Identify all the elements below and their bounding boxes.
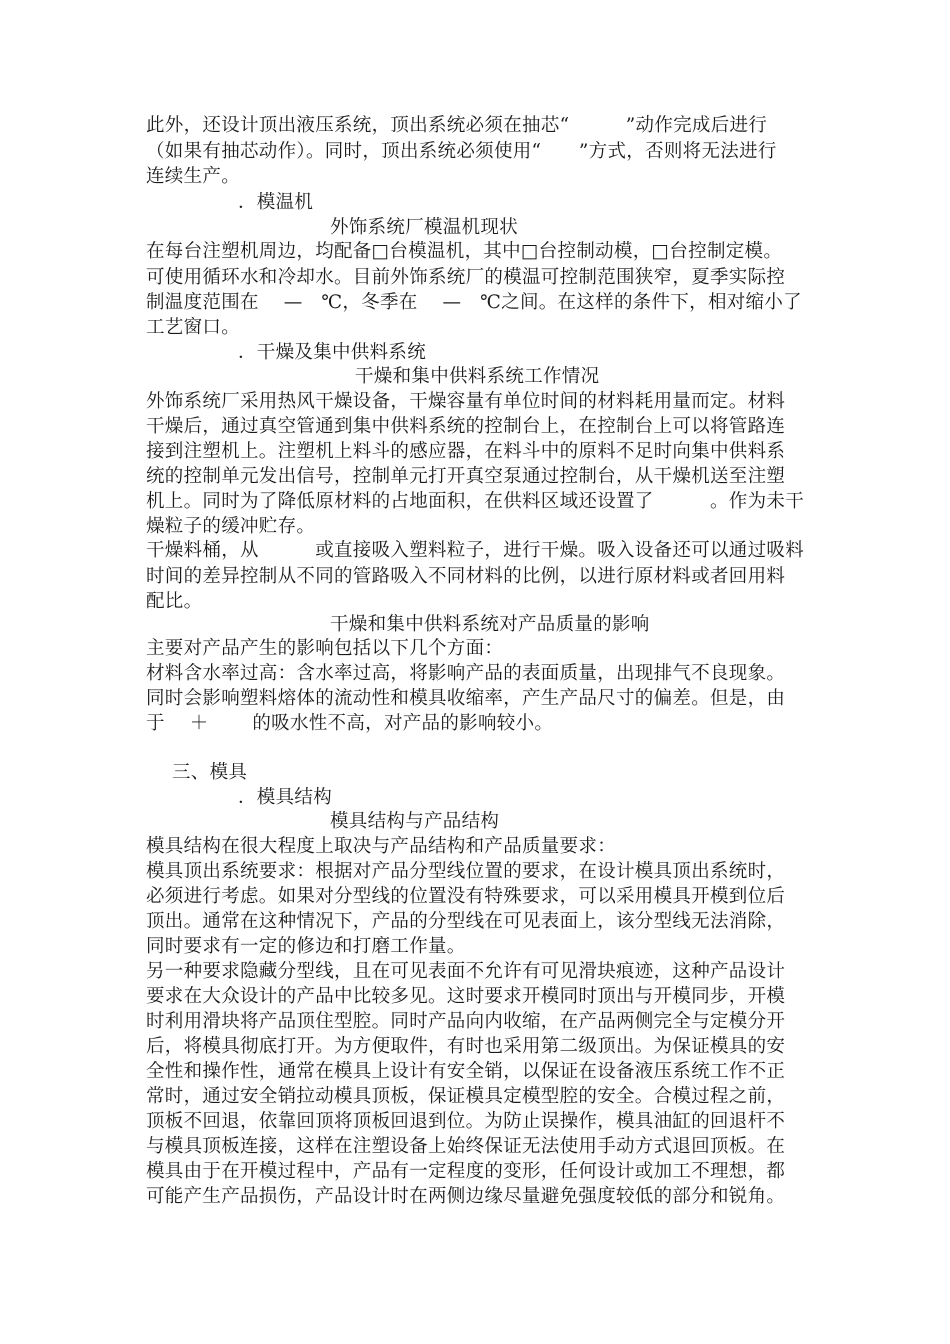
paragraph-line: 模具顶出系统要求：根据对产品分型线位置的要求，在设计模具顶出系统时， [146,861,786,882]
paragraph-line: 必须进行考虑。如果对分型线的位置没有特殊要求，可以采用模具开模到位后 [146,886,786,907]
paragraph-line: 全性和操作性，通常在模具上设计有安全销，以保证在设备液压系统工作不正 [146,1061,786,1082]
chapter-heading: 三、模具 [172,762,248,783]
paragraph-line: 连续生产。 [146,166,241,187]
paragraph-line: 可使用循环水和冷却水。目前外饰系统厂的模温可控制范围狭窄，夏季实际控 [146,267,786,288]
paragraph-line: 可能产生产品损伤，产品设计时在两侧边缘尽量避免强度较低的部分和锐角。 [146,1186,786,1207]
paragraph-line: 配比。 [146,591,203,612]
paragraph-line: 机上。同时为了降低原材料的占地面积，在供料区域还设置了 。作为未干 [146,491,805,512]
paragraph-line: （如果有抽芯动作）。同时，顶出系统必须使用“ ”方式，否则将无法进行 [146,141,777,162]
paragraph-line: 燥粒子的缓冲贮存。 [146,516,316,537]
paragraph-line: 主要对产品产生的影响包括以下几个方面： [146,638,504,659]
paragraph-line: 外饰系统厂采用热风干燥设备，干燥容量有单位时间的材料耗用量而定。材料 [146,391,786,412]
subsection-heading: 干燥和集中供料系统对产品质量的影响 [330,614,650,635]
paragraph-line: 时利用滑块将产品顶住型腔。同时产品向内收缩，在产品两侧完全与定模分开 [146,1011,786,1032]
paragraph-line: 要求在大众设计的产品中比较多见。这时要求开模同时顶出与开模同步，开模 [146,986,786,1007]
subsection-heading: 干燥和集中供料系统工作情况 [355,366,600,387]
paragraph-line: 此外，还设计顶出液压系统，顶出系统必须在抽芯“ ”动作完成后进行 [146,115,768,136]
paragraph-line: 模具结构在很大程度上取决与产品结构和产品质量要求： [146,836,617,857]
paragraph-line: 在每台注塑机周边，均配备□台模温机，其中□台控制动模，□台控制定模。 [146,241,783,262]
paragraph-line: 时间的差异控制从不同的管路吸入不同材料的比例，以进行原材料或者回用料 [146,566,786,587]
paragraph-line: 接到注塑机上。注塑机上料斗的感应器，在料斗中的原料不足时向集中供料系 [146,441,786,462]
paragraph-line: 同时要求有一定的修边和打磨工作量。 [146,936,466,957]
section-heading: ．模温机 [238,192,314,213]
paragraph-line: 与模具顶板连接，这样在注塑设备上始终保证无法使用手动方式退回顶板。在 [146,1136,786,1157]
paragraph-line: 干燥后，通过真空管通到集中供料系统的控制台上，在控制台上可以将管路连 [146,416,786,437]
paragraph-line: 制温度范围在 — ℃，冬季在 — ℃之间。在这样的条件下，相对缩小了 [146,292,802,313]
paragraph-line: 顶出。通常在这种情况下，产品的分型线在可见表面上，该分型线无法消除， [146,911,786,932]
section-heading: ．模具结构 [238,787,333,808]
paragraph-line: 常时，通过安全销拉动模具顶板，保证模具定模型腔的安全。合模过程之前， [146,1086,786,1107]
paragraph-line: 于 ＋ 的吸水性不高，对产品的影响较小。 [146,713,554,734]
paragraph-line: 干燥料桶，从 或直接吸入塑料粒子，进行干燥。吸入设备还可以通过吸料 [146,540,805,561]
paragraph-line: 顶板不回退，依靠回顶将顶板回退到位。为防止误操作，模具油缸的回退杆不 [146,1111,786,1132]
paragraph-line: 统的控制单元发出信号，控制单元打开真空泵通过控制台，从干燥机送至注塑 [146,466,786,487]
paragraph-line: 同时会影响塑料熔体的流动性和模具收缩率，产生产品尺寸的偏差。但是，由 [146,688,786,709]
paragraph-line: 后，将模具彻底打开。为方便取件，有时也采用第二级顶出。为保证模具的安 [146,1036,786,1057]
paragraph-line: 材料含水率过高：含水率过高，将影响产品的表面质量，出现排气不良现象。 [146,663,786,684]
paragraph-line: 另一种要求隐藏分型线，且在可见表面不允许有可见滑块痕迹，这种产品设计 [146,961,786,982]
section-heading: ．干燥及集中供料系统 [238,342,427,363]
paragraph-line: 工艺窗口。 [146,317,241,338]
subsection-heading: 外饰系统厂模温机现状 [330,217,519,238]
subsection-heading: 模具结构与产品结构 [330,811,500,832]
paragraph-line: 模具由于在开模过程中，产品有一定程度的变形，任何设计或加工不理想，都 [146,1161,786,1182]
